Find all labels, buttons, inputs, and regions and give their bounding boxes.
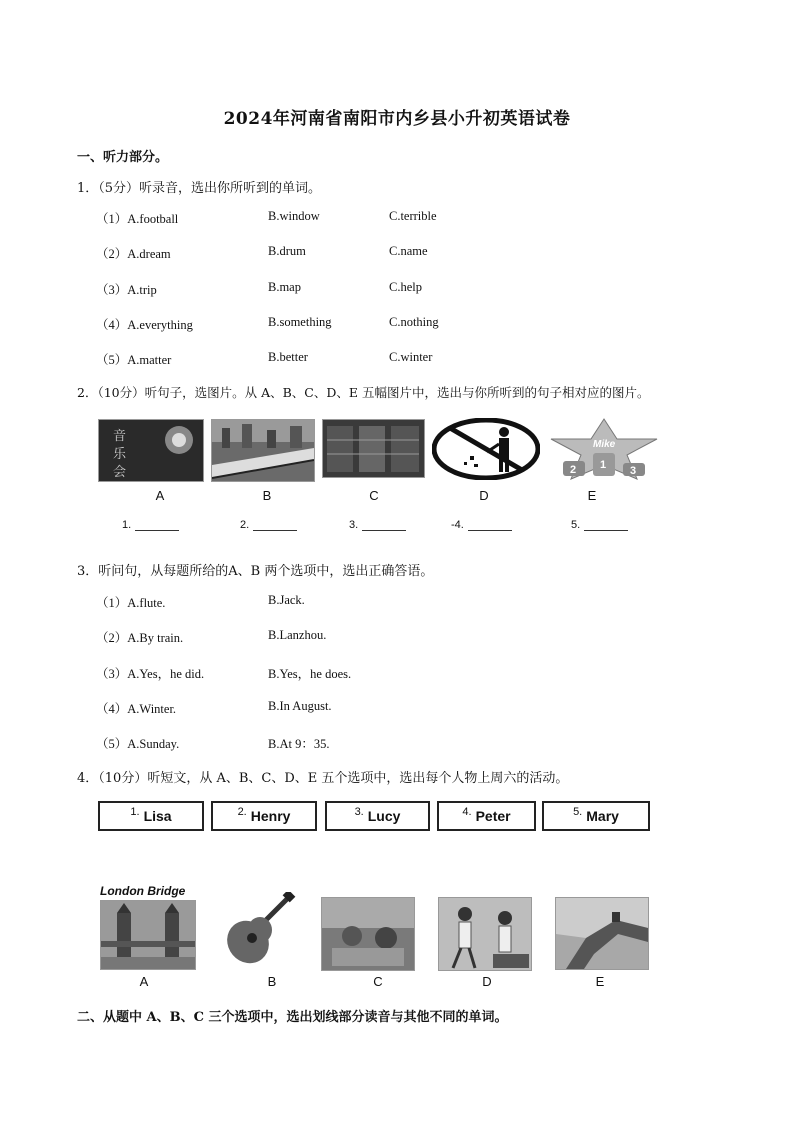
podium-3: 3 (630, 465, 637, 477)
page-title: 2024年河南省南阳市内乡县小升初英语试卷 (223, 109, 571, 129)
q4-label-c: C (373, 974, 383, 989)
poster-text-2: 乐 (113, 447, 127, 462)
guitar-image (214, 892, 298, 970)
london-bridge-caption: London Bridge (100, 884, 186, 898)
q1-option-a: （2）A.dream (96, 247, 171, 261)
q3-option-b: B.Lanzhou. (268, 628, 327, 642)
q2-answer-blank-4[interactable]: -4. (451, 519, 512, 531)
q3-option-a: （1）A.flute. (96, 596, 166, 610)
q4-label-e: E (595, 974, 605, 989)
q3-option-b: B.Jack. (268, 593, 305, 607)
great-wall-image (555, 897, 649, 970)
q3-option-a: （2）A.By train. (96, 631, 184, 645)
q1-option-b: B.better (268, 350, 308, 364)
q1-option-a: （4）A.everything (96, 318, 193, 332)
q1-option-b: B.drum (268, 244, 306, 258)
kung-fu-image (438, 897, 532, 971)
q4-label-b: B (267, 974, 277, 989)
q3-option-b: B.Yes，he does. (268, 667, 352, 681)
q2-label-a: A (155, 488, 165, 503)
q4-label-a: A (139, 974, 149, 989)
q1-option-a: （3）A.trip (96, 283, 157, 297)
concert-poster-image (98, 419, 204, 482)
library-shelves-image (322, 419, 425, 478)
q2-label-e: E (587, 488, 597, 503)
q1-option-b: B.something (268, 315, 332, 329)
q3-option-b: B.In August. (268, 699, 332, 713)
name-box-lisa: 1. Lisa (98, 801, 204, 831)
q3-option-b: B.At 9：35. (268, 737, 330, 751)
name-box-lucy: 3. Lucy (325, 801, 430, 831)
q1-option-a: （1）A.football (96, 212, 179, 226)
q2-label-d: D (479, 488, 489, 503)
q3-option-a: （3）A.Yes，he did. (96, 667, 205, 681)
podium-2: 2 (570, 464, 577, 476)
q1-option-c: C.nothing (389, 315, 439, 329)
podium-1: 1 (600, 459, 607, 471)
poster-text-3: 会 (113, 465, 127, 480)
question-2-stem: 2．（10分）听句子，选图片。从 A、B、C、D、E 五幅图片中，选出与你所听到的句子相对应的图片。 (77, 385, 650, 400)
name-box-henry: 2. Henry (211, 801, 317, 831)
q1-option-a: （5）A.matter (96, 353, 172, 367)
q2-answer-blank-5[interactable]: 5. (571, 519, 628, 531)
name-box-peter: 4. Peter (437, 801, 536, 831)
q4-label-d: D (482, 974, 492, 989)
train-city-image (211, 419, 315, 482)
q2-label-c: C (369, 488, 379, 503)
section-heading-listening: 一、听力部分。 (77, 150, 169, 165)
question-3-stem: 3．听问句，从每题所给的A、B 两个选项中，选出正确答语。 (77, 564, 434, 579)
no-littering-sign-image (432, 418, 540, 480)
poster-text-1: 音 (113, 429, 127, 444)
star-podium-image (549, 417, 659, 480)
painting-class-image (321, 897, 415, 971)
name-box-mary: 5. Mary (542, 801, 650, 831)
london-bridge-image (100, 900, 196, 970)
question-1-stem: 1．（5分）听录音，选出你所听到的单词。 (77, 181, 322, 196)
q2-answer-blank-3[interactable]: 3. (349, 519, 406, 531)
q1-option-c: C.winter (389, 350, 433, 364)
q1-option-c: C.terrible (389, 209, 437, 223)
star-name-label: Mike (593, 439, 616, 450)
q1-option-b: B.map (268, 280, 301, 294)
q3-option-a: （4）A.Winter. (96, 702, 177, 716)
q1-option-b: B.window (268, 209, 320, 223)
q2-label-b: B (262, 488, 272, 503)
q2-answer-blank-2[interactable]: 2. (240, 519, 297, 531)
q1-option-c: C.help (389, 280, 422, 294)
q3-option-a: （5）A.Sunday. (96, 737, 180, 751)
section-heading-phonics: 二、从题中 A、B、C 三个选项中，选出划线部分读音与其他不同的单词。 (77, 1010, 508, 1025)
q2-answer-blank-1[interactable]: 1. (122, 519, 179, 531)
question-4-stem: 4．（10分）听短文，从 A、B、C、D、E 五个选项中，选出每个人物上周六的活动。 (77, 771, 569, 786)
q1-option-c: C.name (389, 244, 428, 258)
